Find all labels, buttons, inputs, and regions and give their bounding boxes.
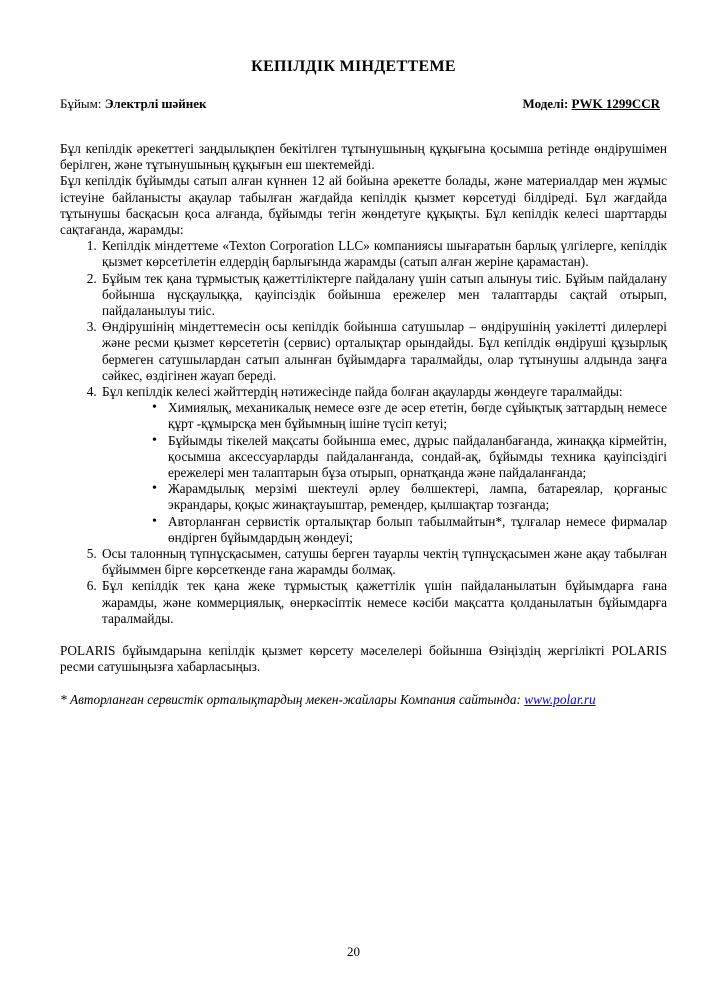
warranty-terms-list <box>60 238 667 627</box>
exclusions-list <box>102 400 667 546</box>
terms-item <box>100 384 667 546</box>
terms-item: 2. Бұйым тек қана тұрмыстық қажеттіліктерге пайдалану үшін сатып алынуы тиіс. Бұйым пайдалану бойынша нұсқаулыққа, қауіпсіздік бойынша ережелер мен талаптарды сақтай отырып, пайдаланылуы тиіс. <box>100 271 667 320</box>
product-info-row <box>60 96 660 112</box>
terms-item: 1. Кепілдік міндеттеме «Texton Corporation LLC» компаниясы шығаратын барлық үлгілерге, кепілдік қызмет көрсетілетін елдердің барлығында жарамды (сатып алған жеріне қарамастан). <box>100 238 667 270</box>
footnote <box>60 692 667 708</box>
website-link[interactable]: www.polar.ru <box>524 691 596 707</box>
exclusion-item: • Жарамдылық мерзімі шектеулі әрлеу бөлшектері, лампа, батареялар, қорғаныс экрандары, қоқыс жинақтауыштар, ремендер, қылшақтар тозғанда; <box>168 481 667 513</box>
exclusion-item: • Химиялық, механикалық немесе өзге де әсер ететін, бөгде сұйықтық заттардың немесе құрт -құмырсқа мен бұйымның ішіне түсіп кетуі; <box>168 400 667 432</box>
intro-paragraph: Бұл кепілдік әрекеттегі заңдылықпен бекітілген тұтынушының құқығына қосымша ретінде өндірушімен берілген, және тұтынушының құқығын еш шектемейді. <box>60 141 667 173</box>
model-label: Моделі: <box>522 96 572 111</box>
intro-paragraph: Бұл кепілдік бұйымды сатып алған күннен 12 ай бойына әрекетте болады, және материалдар мен жұмыс істеуіне байланысты ақаулар табылған жағдайда кепілдік қызмет көрсетуді білдіреді. Бұл жағдайда тұтынушы басқасын қоса алғанда, бұйымды тегін жөндетуге құқықты. Бұл кепілдік келесі шарттарды сақтағанда, жарамды: <box>60 173 667 238</box>
product-value: Электрлі шәйнек <box>104 96 207 111</box>
model-value: PWK 1299CCR <box>571 96 660 111</box>
product-label: Бұйым: <box>60 96 105 111</box>
exclusion-item: • Бұйымды тікелей мақсаты бойынша емес, дұрыс пайдаланбағанда, жинаққа кірмейтін, қосымша аксессуарларды пайдаланғанда, сондай-ақ, бұйымды техника қауіпсіздігі ережелері мен талаптарын бұза отырып, орнатқанда және пайдаланғанда; <box>168 433 667 482</box>
terms-item-text: Бұл кепілдік келесі жәйттердің нәтижесінде пайда болған ақауларды жөндеуге таралмайды: <box>102 384 623 400</box>
contact-paragraph: POLARIS бұйымдарына кепілдік қызмет көрсету мәселелері бойынша Өзіңіздің жергілікті POLARIS ресми сатушыңызға хабарласыңыз. <box>60 643 667 675</box>
model-field <box>522 96 660 112</box>
footnote-text: * Авторланған сервистік орталықтардың мекен-жайлары Компания сайтында: <box>60 691 525 707</box>
page-title: КЕПІЛДІК МІНДЕТТЕМЕ <box>251 58 456 75</box>
terms-item: 3. Өндірушінің міндеттемесін осы кепілдік бойынша сатушылар – өндірушінің уәкілетті дилерлері және ресми қызмет көрсететін (сервис) орталықтар орындайды. Бұл кепілдік өндіруші құзырлық бермеген сатушылардан сатып алынған бұйымдарға таралмайды, олар тұтынушы алдында заңға сәйкес, өздігінен жауап береді. <box>100 319 667 384</box>
warranty-body <box>60 141 667 708</box>
terms-item: 5. Осы талонның түпнұсқасымен, сатушы берген тауарлы чектің түпнұсқасымен және ақау табылған бұйыммен бірге көрсеткенде ғана жарамды болмақ. <box>100 546 667 578</box>
page-number: 20 <box>347 944 360 959</box>
terms-item: 6. Бұл кепілдік тек қана жеке тұрмыстық қажеттілік үшін пайдаланылатын бұйымдарға ғана жарамды, және коммерциялық, өнеркәсіптік немесе кәсіби мақсатта қолданылатын бұйымдарға таралмайды. <box>100 578 667 627</box>
exclusion-item: • Авторланған сервистік орталықтар болып табылмайтын*, тұлғалар немесе фирмалар өндірген бұйымдардың жөндеуі; <box>168 514 667 546</box>
product-field <box>60 96 207 112</box>
